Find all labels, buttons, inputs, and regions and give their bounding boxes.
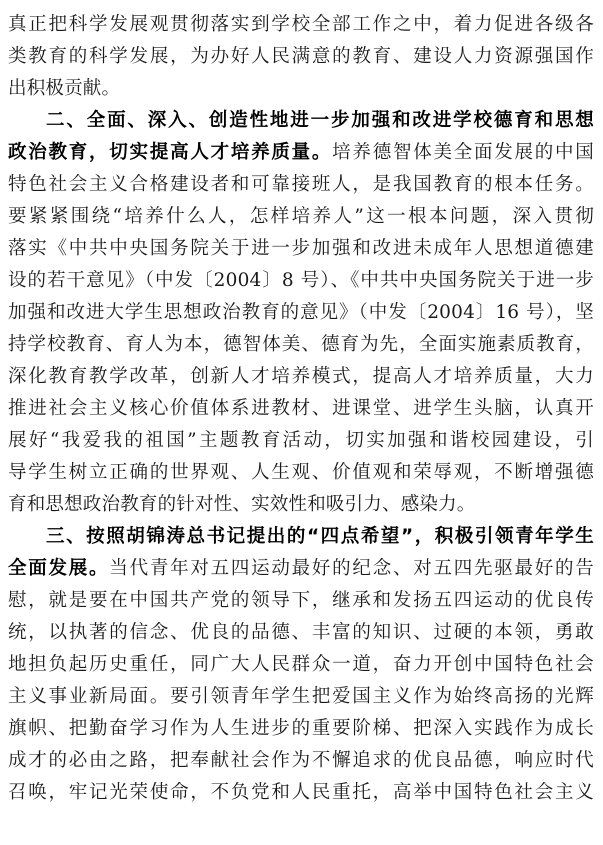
- text-line: 持学校教育、育人为本，德智体美、德育为先，全面实施素质教育，: [8, 334, 594, 355]
- text-line: 慰，就是要在中国共产党的领导下，继承和发扬五四运动的优良传: [8, 590, 594, 611]
- text-line: 设的若干意见》（中发〔2004〕8 号）、《中共中央国务院关于进一步: [8, 270, 594, 291]
- text-line: 成才的必由之路，把奉献社会作为不懈追求的优良品德，响应时代: [8, 750, 594, 771]
- text-line: 类教育的科学发展，为办好人民满意的教育、建设人力资源强国作: [8, 46, 594, 67]
- section-heading-line: [46, 522, 594, 552]
- text-line: 加强和改进大学生思想政治教育的意见》（中发〔2004〕16 号），坚: [8, 302, 594, 323]
- text-line: 主义事业新局面。要引领青年学生把爱国主义作为始终高扬的光辉: [8, 686, 594, 707]
- section-heading: 二、全面、深入、创造性地进一步加强和改进学校德育和思想: [46, 110, 594, 131]
- text-line: 深化教育教学改革，创新人才培养模式，提高人才培养质量，大力: [8, 366, 594, 387]
- text-line: 导学生树立正确的世界观、人生观、价值观和荣辱观，不断增强德: [8, 462, 594, 483]
- text-line: 真正把科学发展观贯彻落实到学校全部工作之中，着力促进各级各: [8, 14, 594, 35]
- text-line: 推进社会主义核心价值体系进教材、进课堂、进学生头脑，认真开: [8, 398, 594, 419]
- text-line: 育和思想政治教育的针对性、实效性和吸引力、感染力。: [8, 494, 476, 515]
- text-line: 落实《中共中央国务院关于进一步加强和改进未成年人思想道德建: [8, 238, 594, 259]
- text-line: 特色社会主义合格建设者和可靠接班人，是我国教育的根本任务。: [8, 174, 594, 195]
- text-line: 旗帜、把勤奋学习作为人生进步的重要阶梯、把深入实践作为成长: [8, 718, 594, 739]
- text-line: 地担负起历史重任，同广大人民群众一道，奋力开创中国特色社会: [8, 654, 594, 675]
- text-line: 统，以执著的信念、优良的品德、丰富的知识、过硬的本领，勇敢: [8, 622, 594, 643]
- text-line: 政治教育，切实提高人才培养质量。培养德智体美全面发展的中国: [8, 142, 594, 163]
- section-heading: 全面发展。: [8, 558, 110, 579]
- section-heading: 政治教育，切实提高人才培养质量。: [8, 142, 333, 163]
- text-line: 出积极贡献。: [8, 78, 121, 99]
- text-line: 展好“我爱我的祖国”主题教育活动，切实加强和谐校园建设，引: [8, 430, 594, 451]
- section-heading-line: [46, 106, 594, 136]
- text-line: 召唤，牢记光荣使命，不负党和人民重托，高举中国特色社会主义: [8, 782, 594, 803]
- text-line: 要紧紧围绕“培养什么人，怎样培养人”这一根本问题，深入贯彻: [8, 206, 594, 227]
- section-heading: 三、按照胡锦涛总书记提出的“四点希望”，积极引领青年学生: [46, 526, 594, 547]
- text-line: 全面发展。当代青年对五四运动最好的纪念、对五四先驱最好的告: [8, 558, 594, 579]
